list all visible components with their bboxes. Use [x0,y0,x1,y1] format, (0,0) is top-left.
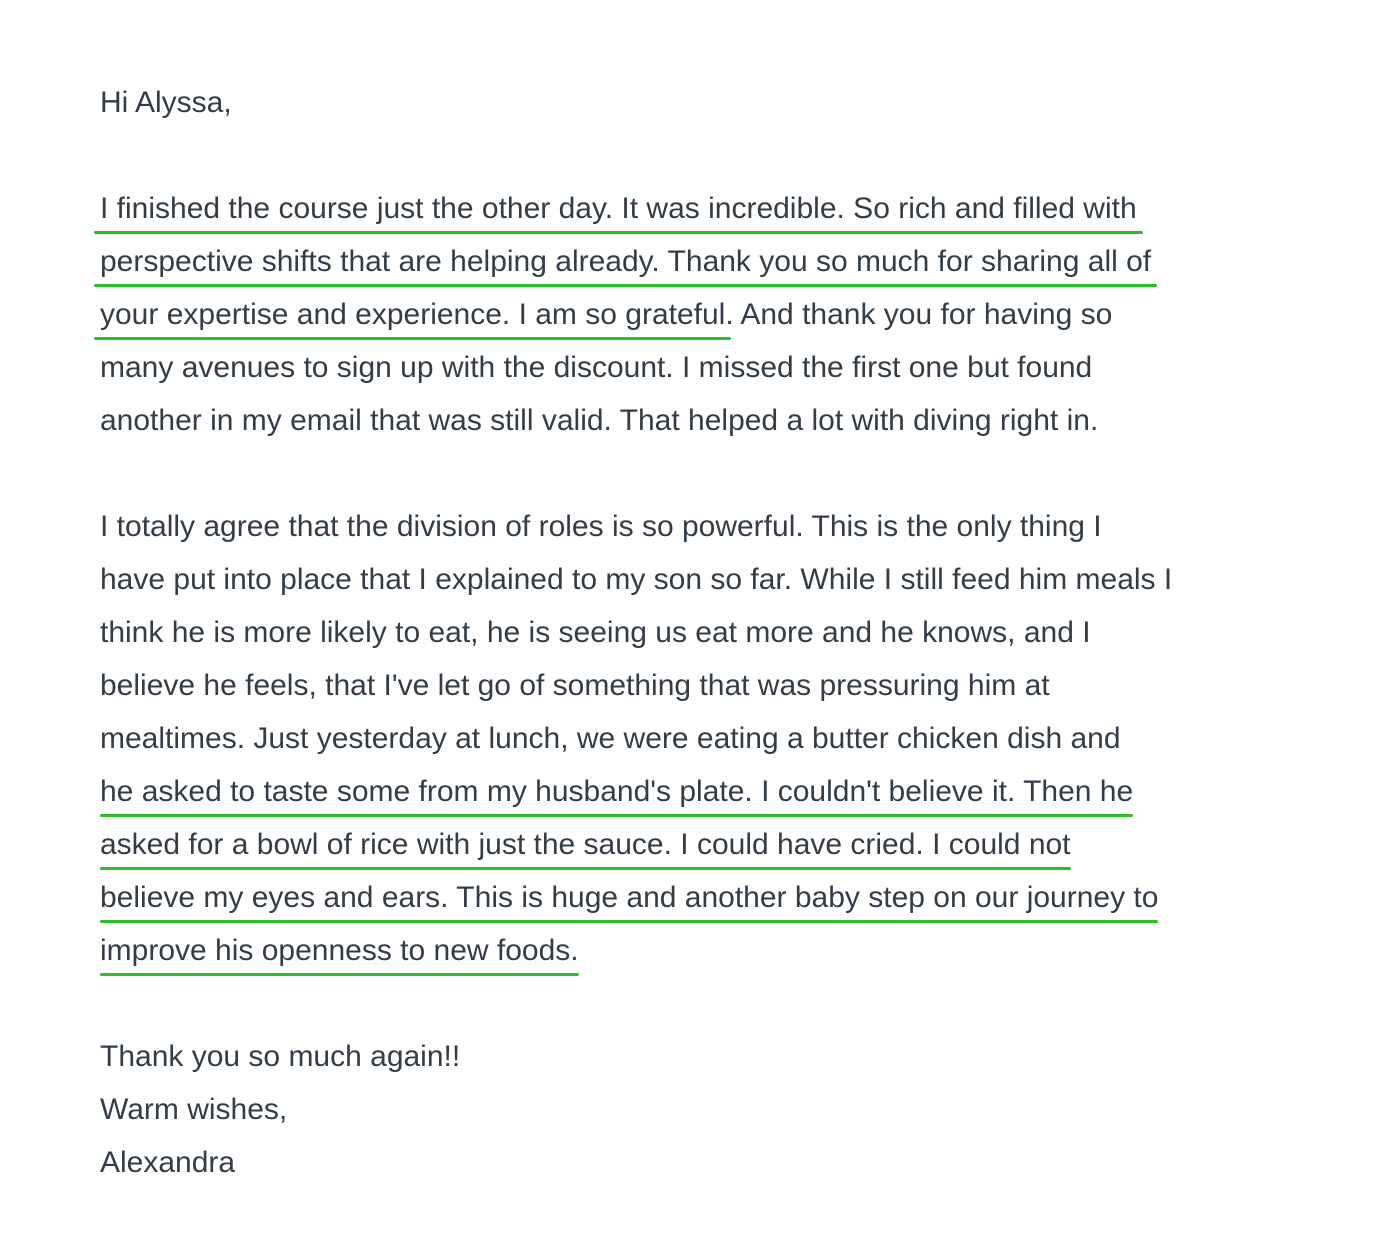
paragraph-line [100,182,1320,235]
spacer [100,977,1320,1030]
closing-thanks-text: Thank you so much again!! [100,1040,461,1073]
paragraph-line [100,288,1320,341]
signature-name [100,1136,1320,1189]
paragraph-son-progress [100,500,1320,977]
plain-text: many avenues to sign up with the discount. I missed the first one but found [100,351,1093,384]
plain-text: . And thank you for having so [725,298,1113,331]
paragraph-line [100,712,1320,765]
paragraph-line [100,606,1320,659]
paragraph-line [100,924,1320,977]
plain-text: another in my email that was still valid. That helped a lot with diving right in. [100,404,1099,437]
paragraph-line [100,553,1320,606]
paragraph-line [100,341,1320,394]
highlighted-text: asked for a bowl of rice with just the sauce. I could have cried. I could not [100,828,1071,861]
paragraph-line [100,871,1320,924]
closing-thanks [100,1030,1320,1083]
paragraph-line [100,765,1320,818]
closing [100,1030,1320,1189]
paragraph-line [100,659,1320,712]
spacer [100,129,1320,182]
highlighted-text: perspective shifts that are helping already. Thank you so much for sharing all of [100,245,1152,278]
highlighted-text: your expertise and experience. I am so grateful [100,298,726,331]
plain-text: believe he feels, that I've let go of something that was pressuring him at [100,669,1050,702]
paragraph-course-feedback [100,182,1320,447]
greeting-text: Hi Alyssa, [100,86,232,119]
highlighted-text: I finished the course just the other day. It was incredible. So rich and filled with [100,192,1137,225]
highlighted-text: improve his openness to new foods. [100,934,579,967]
signature-name-text: Alexandra [100,1146,236,1179]
paragraph-line [100,394,1320,447]
highlighted-text: he asked to taste some from my husband's plate. I couldn't believe it. Then he [100,775,1134,808]
paragraph-line [100,235,1320,288]
closing-signoff-text: Warm wishes, [100,1093,288,1126]
plain-text: I totally agree that the division of roles is so powerful. This is the only thing I [100,510,1102,543]
highlighted-text: believe my eyes and ears. This is huge and another baby step on our journey to [100,881,1159,914]
paragraph-line [100,818,1320,871]
spacer [100,447,1320,500]
greeting [100,76,1320,129]
plain-text: have put into place that I explained to my son so far. While I still feed him meals I [100,563,1173,596]
closing-signoff [100,1083,1320,1136]
plain-text: think he is more likely to eat, he is seeing us eat more and he knows, and I [100,616,1091,649]
paragraph-line [100,500,1320,553]
plain-text: mealtimes. Just yesterday at lunch, we were eating a butter chicken dish and [100,722,1121,755]
